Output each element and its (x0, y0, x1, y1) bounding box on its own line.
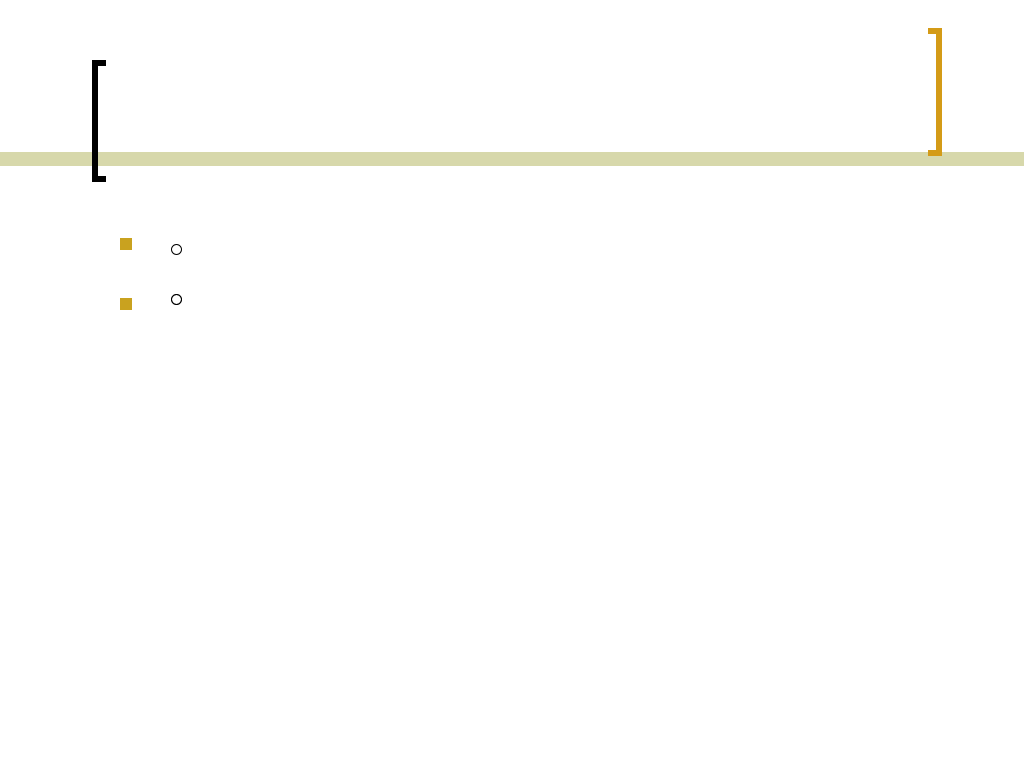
neocognitron-figure (528, 218, 968, 692)
title-band (0, 152, 1024, 166)
ring-bullet-icon (171, 294, 182, 305)
square-bullet-icon (120, 238, 132, 250)
left-bracket-decoration (92, 60, 106, 182)
ring-bullet-icon (171, 244, 182, 255)
bullet-list (118, 228, 518, 288)
right-bracket-decoration (928, 28, 942, 156)
square-bullet-icon (120, 298, 132, 310)
